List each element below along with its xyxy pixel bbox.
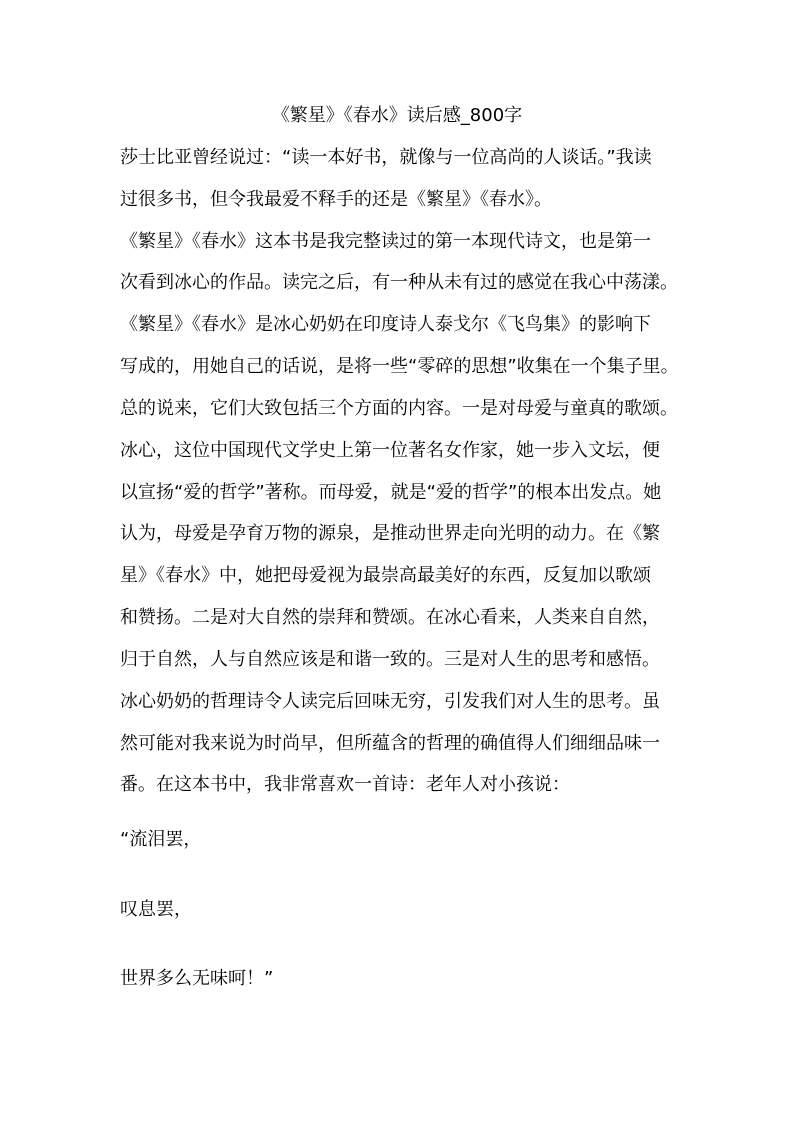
- paragraph-line: 《繁星》《春水》是冰心奶奶在印度诗人泰戈尔《飞鸟集》的影响下: [120, 314, 651, 335]
- poem-line: 世界多么无味呵！”: [120, 968, 274, 989]
- paragraph-line: 认为，母爱是孕育万物的源泉，是推动世界走向光明的动力。在《繁: [120, 523, 660, 544]
- paragraph-line: 归于自然，人与自然应该是和谐一致的。三是对人生的思考和感悟。: [120, 649, 660, 670]
- paragraph-line: 总的说来，它们大致包括三个方面的内容。一是对母爱与童真的歌颂。: [120, 398, 678, 419]
- paragraph-line: 和赞扬。二是对大自然的崇拜和赞颂。在冰心看来，人类来自自然，: [120, 607, 660, 628]
- paragraph-line: 星》《春水》中，她把母爱视为最崇高最美好的东西，反复加以歌颂: [120, 565, 651, 586]
- paragraph-line: 写成的，用她自己的话说，是将一些“零碎的思想”收集在一个集子里。: [120, 356, 679, 377]
- poem-line: “流泪罢，: [120, 829, 202, 850]
- paragraph-line: 次看到冰心的作品。读完之后，有一种从未有过的感觉在我心中荡漾。: [120, 272, 678, 293]
- paragraph-line: 莎士比亚曾经说过：“读一本好书，就像与一位高尚的人谈话。”我读: [120, 147, 652, 168]
- paragraph-line: 以宣扬“爱的哲学”著称。而母爱，就是“爱的哲学”的根本出发点。她: [120, 482, 662, 503]
- paragraph-line: 冰心，这位中国现代文学史上第一位著名女作家，她一步入文坛，便: [120, 440, 660, 461]
- paragraph-line: 冰心奶奶的哲理诗令人读完后回味无穷，引发我们对人生的思考。虽: [120, 691, 660, 712]
- paragraph-line: 《繁星》《春水》这本书是我完整读过的第一本现代诗文，也是第一: [120, 231, 651, 252]
- paragraph-line: 然可能对我来说为时尚早，但所蕴含的哲理的确值得人们细细品味一: [120, 733, 660, 754]
- paragraph-line: 过很多书，但令我最爱不释手的还是《繁星》《春水》。: [120, 189, 552, 210]
- poem-line: 叹息罢，: [120, 899, 192, 920]
- paragraph-line: 番。在这本书中，我非常喜欢一首诗：老年人对小孩说：: [120, 774, 570, 795]
- document-title: 《繁星》《春水》读后感_800字: [271, 105, 523, 126]
